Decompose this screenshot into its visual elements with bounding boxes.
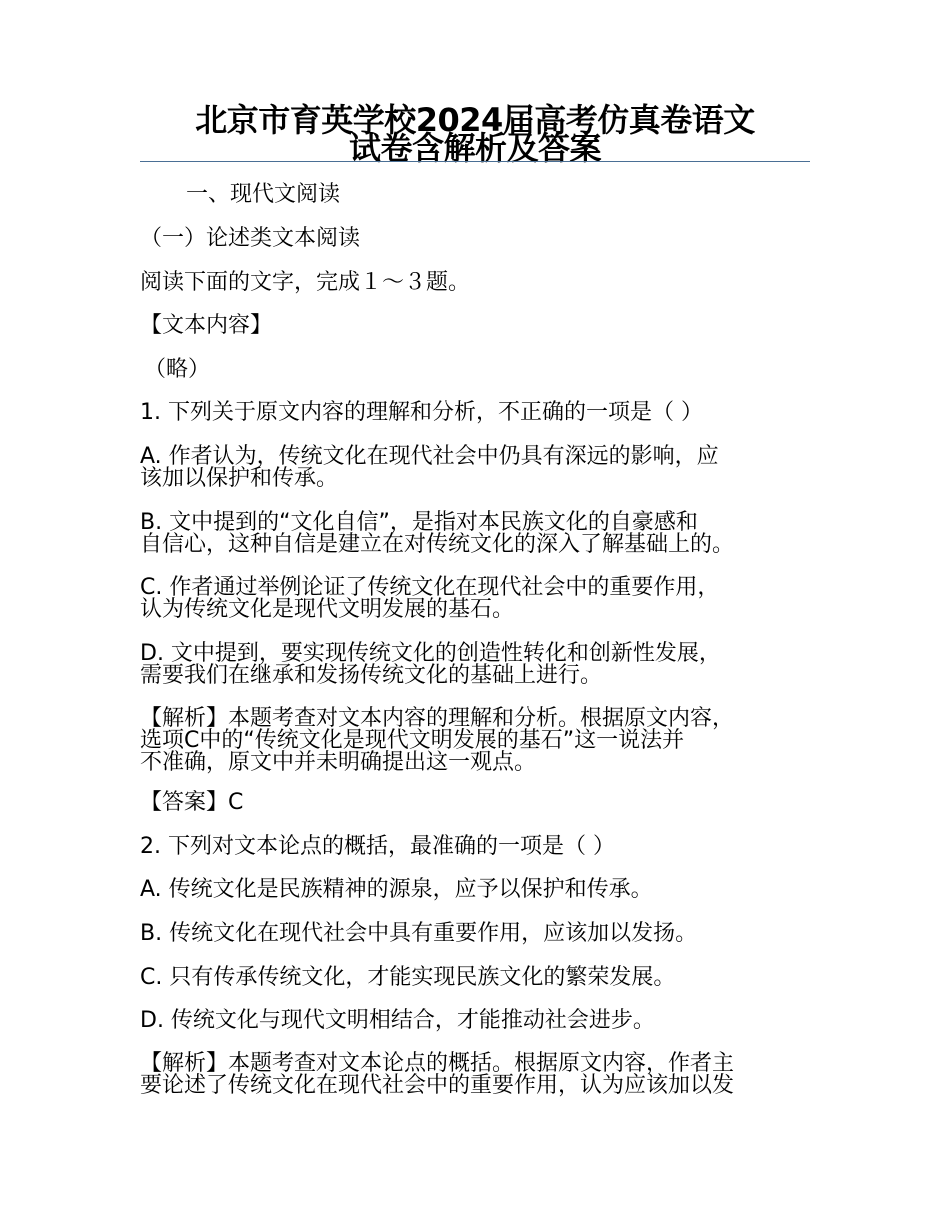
analysis-line-1: 【解析】本题考查对文本内容的理解和分析。根据原文内容，	[140, 706, 735, 731]
analysis-2-line-2: 要论述了传统文化在现代社会中的重要作用，认为应该加以发	[140, 1073, 735, 1098]
option-c-line-1: C. 作者通过举例论证了传统文化在现代社会中的重要作用，	[140, 575, 720, 600]
option-c-line-2: 认为传统文化是现代文明发展的基石。	[140, 597, 515, 622]
question-2-option-c: C. 只有传承传统文化，才能实现民族文化的繁荣发展。	[140, 965, 676, 990]
question-2-analysis	[140, 1053, 810, 1097]
question-1-analysis	[140, 708, 810, 774]
document-title	[140, 101, 810, 167]
option-b-line-1: B. 文中提到的“文化自信”，是指对本民族文化的自豪感和	[140, 510, 698, 535]
option-a-line-2: 该加以保护和传承。	[140, 466, 339, 491]
option-b-line-2: 自信心，这种自信是建立在对传统文化的深入了解基础上的。	[140, 532, 735, 557]
omitted-text: （略）	[144, 357, 211, 382]
analysis-line-2: 选项C中的“传统文化是现代文明发展的基石”这一说法并	[140, 728, 685, 753]
title-line-2: 试卷含解析及答案	[348, 129, 601, 167]
question-1-option-d	[140, 643, 810, 687]
question-1-option-b	[140, 512, 810, 556]
question-1-answer: 【答案】C	[140, 790, 244, 815]
question-1-option-c	[140, 577, 810, 621]
text-content-label: 【文本内容】	[140, 313, 273, 338]
analysis-2-line-1: 【解析】本题考查对文本论点的概括。根据原文内容，作者主	[140, 1051, 735, 1076]
title-underline	[140, 161, 810, 162]
instruction-text: 阅读下面的文字，完成１～３题。	[140, 270, 471, 295]
subsection-heading: （一）论述类文本阅读	[140, 226, 361, 251]
question-2-option-a: A. 传统文化是民族精神的源泉，应予以保护和传承。	[140, 877, 653, 902]
question-1-stem: 1. 下列关于原文内容的理解和分析，不正确的一项是（ ）	[140, 400, 703, 425]
question-2-option-b: B. 传统文化在现代社会中具有重要作用，应该加以发扬。	[140, 921, 698, 946]
option-d-line-1: D. 文中提到，要实现传统文化的创造性转化和创新性发展，	[140, 641, 721, 666]
option-a-line-1: A. 作者认为，传统文化在现代社会中仍具有深远的影响，应	[140, 444, 719, 469]
analysis-line-3: 不准确，原文中并未明确提出这一观点。	[140, 750, 537, 775]
question-2-option-d: D. 传统文化与现代文明相结合，才能推动社会进步。	[140, 1008, 655, 1033]
title-line-1: 北京市育英学校2024届高考仿真卷语文	[195, 101, 755, 139]
question-1-option-a	[140, 446, 810, 490]
option-d-line-2: 需要我们在继承和发扬传统文化的基础上进行。	[140, 663, 603, 688]
question-2-stem: 2. 下列对文本论点的概括，最准确的一项是（ ）	[140, 834, 615, 859]
section-heading: 一、现代文阅读	[186, 182, 341, 207]
